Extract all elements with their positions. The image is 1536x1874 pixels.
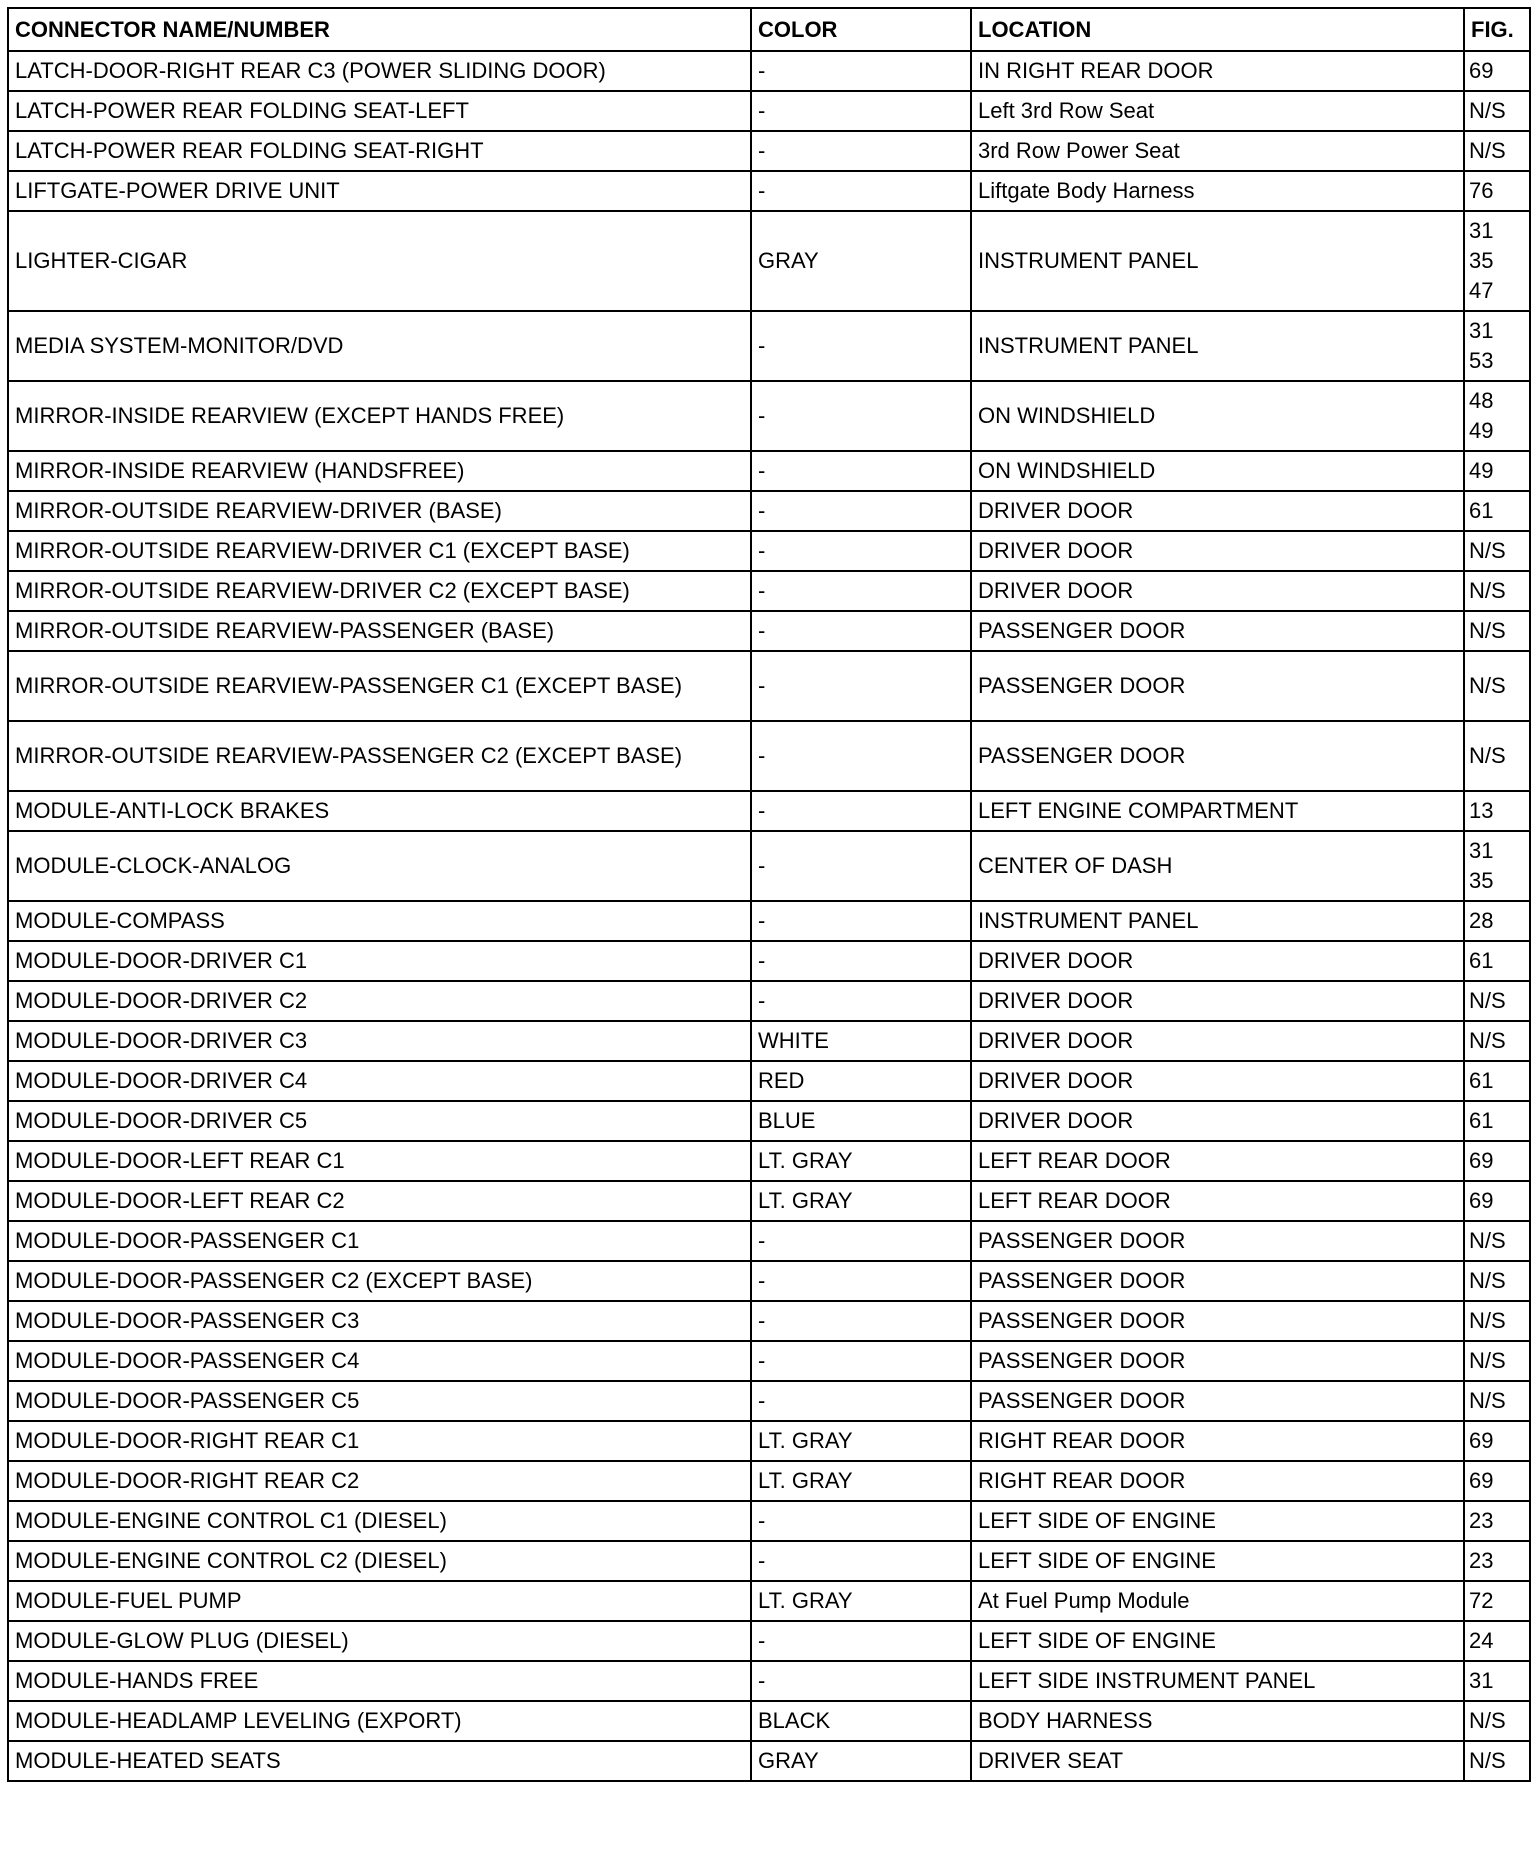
color-cell: - [751,831,971,901]
location-cell: LEFT SIDE OF ENGINE [971,1541,1464,1581]
location-cell: 3rd Row Power Seat [971,131,1464,171]
connector-name-cell: MODULE-FUEL PUMP [8,1581,751,1621]
table-row [8,721,1530,791]
fig-number: 49 [1469,418,1494,443]
color-cell: GRAY [751,211,971,311]
fig-cell [1464,451,1530,491]
fig-number: N/S [1469,673,1506,698]
connector-name-cell: MIRROR-OUTSIDE REARVIEW-PASSENGER (BASE) [8,611,751,651]
fig-number: 69 [1469,1148,1494,1173]
connector-name-cell: LIFTGATE-POWER DRIVE UNIT [8,171,751,211]
fig-cell [1464,651,1530,721]
location-cell: PASSENGER DOOR [971,721,1464,791]
fig-number: N/S [1469,743,1506,768]
location-cell: DRIVER SEAT [971,1741,1464,1781]
connector-name-cell: LATCH-POWER REAR FOLDING SEAT-RIGHT [8,131,751,171]
fig-number: 69 [1469,58,1494,83]
fig-number: 49 [1469,458,1494,483]
table-row [8,1301,1530,1341]
connector-name-cell: MODULE-DOOR-LEFT REAR C2 [8,1181,751,1221]
fig-number: 31 [1469,218,1494,243]
color-cell: - [751,131,971,171]
connector-name-cell: MIRROR-OUTSIDE REARVIEW-DRIVER C2 (EXCEPT BASE) [8,571,751,611]
color-cell: - [751,171,971,211]
fig-number: N/S [1469,1028,1506,1053]
table-row [8,1501,1530,1541]
fig-cell [1464,1661,1530,1701]
table-row [8,571,1530,611]
connector-name-cell: MODULE-CLOCK-ANALOG [8,831,751,901]
fig-number: 69 [1469,1468,1494,1493]
fig-cell [1464,1461,1530,1501]
fig-number: 23 [1469,1508,1494,1533]
fig-number: 48 [1469,388,1494,413]
table-row [8,1581,1530,1621]
table-body [8,51,1530,1781]
fig-cell [1464,1061,1530,1101]
location-cell: LEFT SIDE OF ENGINE [971,1621,1464,1661]
connector-name-cell: MODULE-DOOR-DRIVER C3 [8,1021,751,1061]
table-row [8,651,1530,721]
fig-number: N/S [1469,98,1506,123]
table-row [8,1141,1530,1181]
fig-number: 76 [1469,178,1494,203]
color-cell: BLUE [751,1101,971,1141]
table-row [8,1181,1530,1221]
table-row [8,831,1530,901]
location-cell: IN RIGHT REAR DOOR [971,51,1464,91]
fig-cell [1464,1581,1530,1621]
fig-cell [1464,1101,1530,1141]
table-row [8,611,1530,651]
connector-name-cell: MODULE-DOOR-LEFT REAR C1 [8,1141,751,1181]
fig-cell [1464,91,1530,131]
table-row [8,531,1530,571]
location-cell: LEFT SIDE OF ENGINE [971,1501,1464,1541]
fig-number: N/S [1469,578,1506,603]
location-cell: INSTRUMENT PANEL [971,901,1464,941]
table-row [8,1341,1530,1381]
connector-name-cell: MODULE-DOOR-PASSENGER C3 [8,1301,751,1341]
table-row [8,91,1530,131]
table-row [8,311,1530,381]
fig-cell [1464,941,1530,981]
fig-number: N/S [1469,1708,1506,1733]
color-cell: - [751,981,971,1021]
connector-name-cell: MODULE-COMPASS [8,901,751,941]
location-cell: DRIVER DOOR [971,1061,1464,1101]
location-cell: DRIVER DOOR [971,1101,1464,1141]
fig-cell [1464,611,1530,651]
connector-name-cell: LIGHTER-CIGAR [8,211,751,311]
connector-name-cell: MODULE-DOOR-DRIVER C1 [8,941,751,981]
color-cell: - [751,1621,971,1661]
fig-number: 61 [1469,498,1494,523]
location-cell: DRIVER DOOR [971,941,1464,981]
table-header-row [8,8,1530,51]
color-cell: - [751,1221,971,1261]
location-cell: INSTRUMENT PANEL [971,211,1464,311]
fig-cell [1464,1221,1530,1261]
connector-name-cell: MIRROR-OUTSIDE REARVIEW-DRIVER (BASE) [8,491,751,531]
color-cell: - [751,491,971,531]
table-row [8,451,1530,491]
table-row [8,1421,1530,1461]
fig-cell [1464,1021,1530,1061]
connector-name-cell: MODULE-DOOR-DRIVER C2 [8,981,751,1021]
location-cell: DRIVER DOOR [971,981,1464,1021]
fig-number: N/S [1469,538,1506,563]
color-cell: RED [751,1061,971,1101]
fig-cell [1464,531,1530,571]
fig-number: 35 [1469,248,1494,273]
color-cell: - [751,1301,971,1341]
location-cell: At Fuel Pump Module [971,1581,1464,1621]
fig-number: 61 [1469,948,1494,973]
fig-cell [1464,1501,1530,1541]
fig-cell [1464,1261,1530,1301]
table-row [8,1101,1530,1141]
fig-cell [1464,1181,1530,1221]
connector-name-cell: MODULE-DOOR-RIGHT REAR C2 [8,1461,751,1501]
table-row [8,211,1530,311]
table-row [8,381,1530,451]
fig-number: N/S [1469,1348,1506,1373]
table-row [8,981,1530,1021]
location-cell: Left 3rd Row Seat [971,91,1464,131]
table-row [8,941,1530,981]
fig-cell [1464,721,1530,791]
location-cell: PASSENGER DOOR [971,1341,1464,1381]
color-cell: - [751,1501,971,1541]
fig-cell [1464,1301,1530,1341]
connector-name-cell: MODULE-DOOR-PASSENGER C5 [8,1381,751,1421]
color-cell: - [751,1541,971,1581]
location-cell: PASSENGER DOOR [971,1301,1464,1341]
fig-cell [1464,491,1530,531]
fig-number: 31 [1469,838,1494,863]
fig-cell [1464,1621,1530,1661]
location-cell: DRIVER DOOR [971,571,1464,611]
connector-name-cell: LATCH-POWER REAR FOLDING SEAT-LEFT [8,91,751,131]
fig-cell [1464,1421,1530,1461]
connector-name-cell: LATCH-DOOR-RIGHT REAR C3 (POWER SLIDING DOOR) [8,51,751,91]
connector-name-cell: MODULE-ANTI-LOCK BRAKES [8,791,751,831]
connector-name-cell: MODULE-HEATED SEATS [8,1741,751,1781]
connector-name-cell: MIRROR-INSIDE REARVIEW (HANDSFREE) [8,451,751,491]
table-row [8,901,1530,941]
location-cell: RIGHT REAR DOOR [971,1421,1464,1461]
color-cell: - [751,1261,971,1301]
connector-name-cell: MODULE-HEADLAMP LEVELING (EXPORT) [8,1701,751,1741]
fig-number: N/S [1469,1308,1506,1333]
color-cell: - [751,721,971,791]
table-row [8,51,1530,91]
table-row [8,1701,1530,1741]
header-connector-name: CONNECTOR NAME/NUMBER [8,8,751,51]
color-cell: - [751,531,971,571]
header-fig: FIG. [1464,8,1530,51]
color-cell: LT. GRAY [751,1141,971,1181]
color-cell: - [751,571,971,611]
fig-number: N/S [1469,618,1506,643]
connector-name-cell: MIRROR-OUTSIDE REARVIEW-PASSENGER C2 (EXCEPT BASE) [8,721,751,791]
fig-cell [1464,901,1530,941]
fig-cell [1464,831,1530,901]
location-cell: PASSENGER DOOR [971,651,1464,721]
location-cell: ON WINDSHIELD [971,451,1464,491]
connector-name-cell: MODULE-GLOW PLUG (DIESEL) [8,1621,751,1661]
table-row [8,131,1530,171]
fig-number: 53 [1469,348,1494,373]
location-cell: RIGHT REAR DOOR [971,1461,1464,1501]
table-row [8,1261,1530,1301]
fig-number: N/S [1469,1388,1506,1413]
fig-cell [1464,1141,1530,1181]
color-cell: - [751,791,971,831]
location-cell: PASSENGER DOOR [971,1221,1464,1261]
connector-name-cell: MODULE-DOOR-PASSENGER C4 [8,1341,751,1381]
fig-number: 72 [1469,1588,1494,1613]
color-cell: - [751,51,971,91]
color-cell: - [751,941,971,981]
connector-name-cell: MODULE-DOOR-PASSENGER C2 (EXCEPT BASE) [8,1261,751,1301]
fig-cell [1464,381,1530,451]
fig-number: 69 [1469,1188,1494,1213]
table-row [8,1621,1530,1661]
connector-name-cell: MODULE-DOOR-RIGHT REAR C1 [8,1421,751,1461]
table-row [8,1541,1530,1581]
color-cell: GRAY [751,1741,971,1781]
location-cell: Liftgate Body Harness [971,171,1464,211]
color-cell: - [751,651,971,721]
fig-number: 35 [1469,868,1494,893]
fig-number: 28 [1469,908,1494,933]
fig-number: 23 [1469,1548,1494,1573]
color-cell: - [751,1661,971,1701]
fig-cell [1464,571,1530,611]
location-cell: INSTRUMENT PANEL [971,311,1464,381]
table-row [8,491,1530,531]
table-row [8,791,1530,831]
table-row [8,1061,1530,1101]
fig-cell [1464,311,1530,381]
fig-cell [1464,1541,1530,1581]
fig-number: 31 [1469,1668,1494,1693]
fig-cell [1464,171,1530,211]
fig-cell [1464,211,1530,311]
fig-number: N/S [1469,1748,1506,1773]
location-cell: LEFT REAR DOOR [971,1181,1464,1221]
connector-name-cell: MODULE-DOOR-PASSENGER C1 [8,1221,751,1261]
fig-cell [1464,1741,1530,1781]
color-cell: - [751,1341,971,1381]
fig-number: 24 [1469,1628,1494,1653]
color-cell: LT. GRAY [751,1421,971,1461]
table-row [8,1381,1530,1421]
fig-number: N/S [1469,1228,1506,1253]
header-location: LOCATION [971,8,1464,51]
location-cell: DRIVER DOOR [971,491,1464,531]
fig-number: 13 [1469,798,1494,823]
location-cell: PASSENGER DOOR [971,611,1464,651]
fig-cell [1464,1701,1530,1741]
connector-name-cell: MIRROR-OUTSIDE REARVIEW-PASSENGER C1 (EXCEPT BASE) [8,651,751,721]
color-cell: WHITE [751,1021,971,1061]
table-row [8,1461,1530,1501]
connector-name-cell: MIRROR-OUTSIDE REARVIEW-DRIVER C1 (EXCEPT BASE) [8,531,751,571]
location-cell: BODY HARNESS [971,1701,1464,1741]
fig-cell [1464,1381,1530,1421]
location-cell: ON WINDSHIELD [971,381,1464,451]
location-cell: LEFT ENGINE COMPARTMENT [971,791,1464,831]
connector-name-cell: MODULE-DOOR-DRIVER C4 [8,1061,751,1101]
connector-name-cell: MODULE-ENGINE CONTROL C1 (DIESEL) [8,1501,751,1541]
connector-name-cell: MIRROR-INSIDE REARVIEW (EXCEPT HANDS FREE) [8,381,751,451]
fig-cell [1464,791,1530,831]
connector-name-cell: MODULE-HANDS FREE [8,1661,751,1701]
location-cell: LEFT REAR DOOR [971,1141,1464,1181]
color-cell: LT. GRAY [751,1461,971,1501]
fig-cell [1464,131,1530,171]
color-cell: - [751,91,971,131]
color-cell: - [751,611,971,651]
color-cell: - [751,901,971,941]
fig-number: 61 [1469,1068,1494,1093]
location-cell: PASSENGER DOOR [971,1381,1464,1421]
location-cell: PASSENGER DOOR [971,1261,1464,1301]
location-cell: LEFT SIDE INSTRUMENT PANEL [971,1661,1464,1701]
table-row [8,1221,1530,1261]
table-row [8,171,1530,211]
connector-name-cell: MEDIA SYSTEM-MONITOR/DVD [8,311,751,381]
fig-number: 31 [1469,318,1494,343]
color-cell: - [751,1381,971,1421]
fig-number: 61 [1469,1108,1494,1133]
color-cell: LT. GRAY [751,1181,971,1221]
connector-name-cell: MODULE-ENGINE CONTROL C2 (DIESEL) [8,1541,751,1581]
table-row [8,1741,1530,1781]
color-cell: LT. GRAY [751,1581,971,1621]
fig-cell [1464,981,1530,1021]
color-cell: - [751,381,971,451]
fig-cell [1464,1341,1530,1381]
fig-number: N/S [1469,988,1506,1013]
fig-cell [1464,51,1530,91]
connector-name-cell: MODULE-DOOR-DRIVER C5 [8,1101,751,1141]
fig-number: N/S [1469,138,1506,163]
location-cell: DRIVER DOOR [971,1021,1464,1061]
fig-number: 47 [1469,278,1494,303]
fig-number: 69 [1469,1428,1494,1453]
color-cell: - [751,451,971,491]
color-cell: - [751,311,971,381]
header-color: COLOR [751,8,971,51]
color-cell: BLACK [751,1701,971,1741]
connector-table [7,7,1531,1782]
fig-number: N/S [1469,1268,1506,1293]
location-cell: CENTER OF DASH [971,831,1464,901]
table-row [8,1021,1530,1061]
location-cell: DRIVER DOOR [971,531,1464,571]
table-row [8,1661,1530,1701]
